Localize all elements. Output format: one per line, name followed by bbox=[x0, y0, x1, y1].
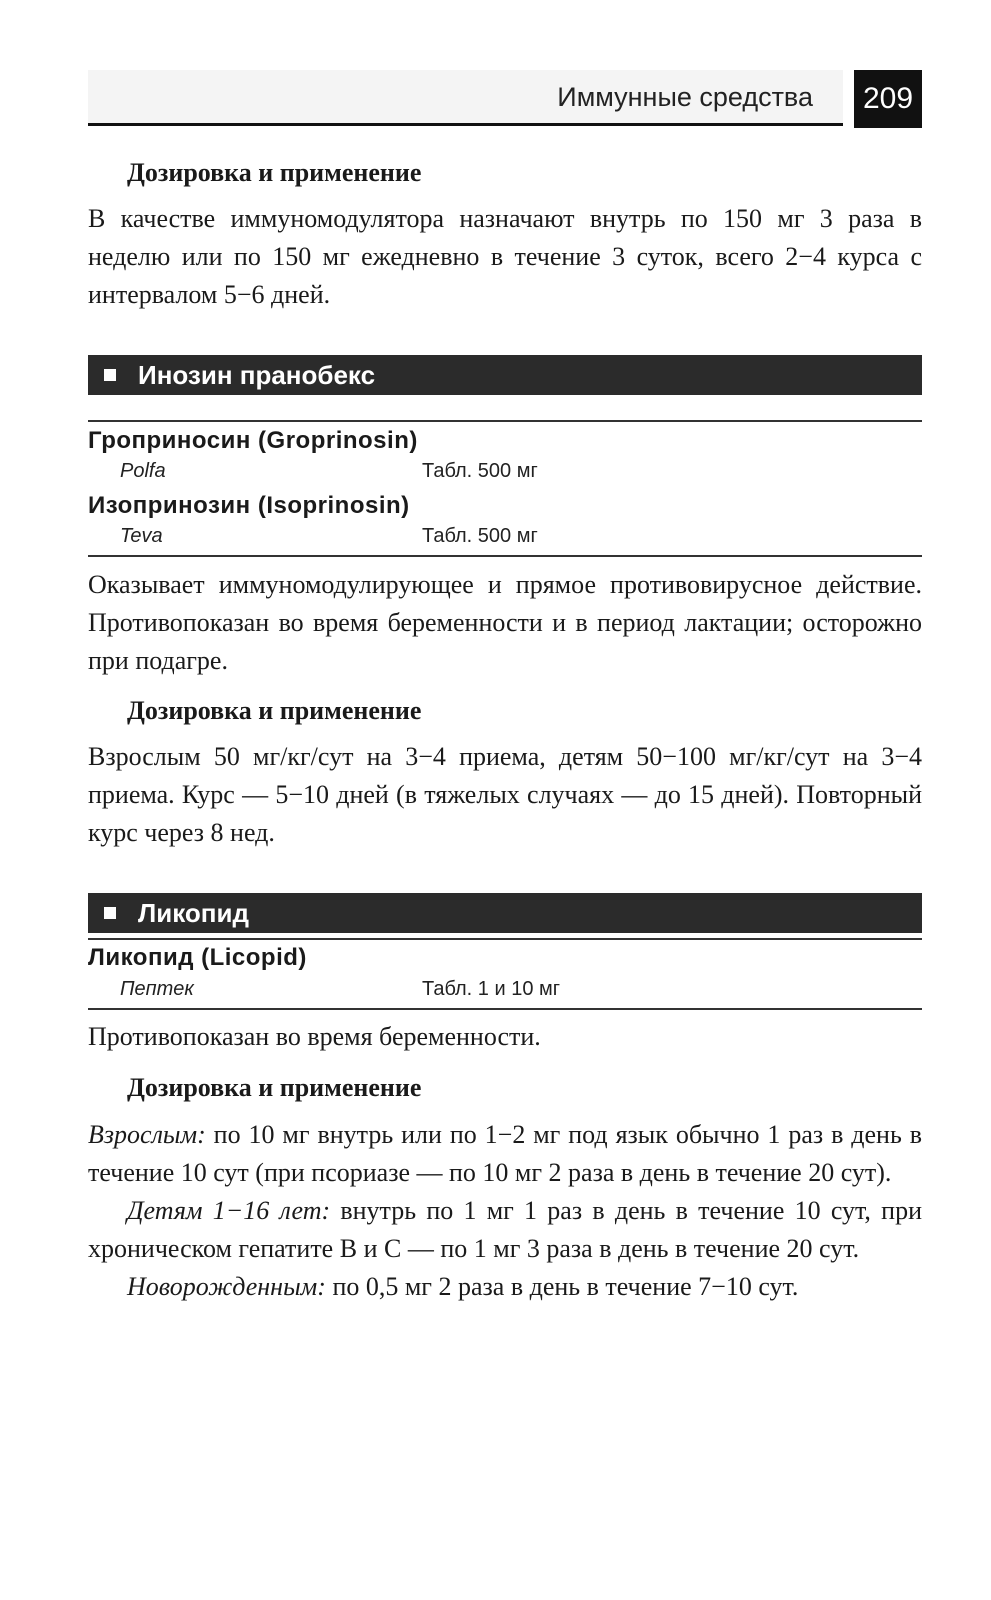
paragraph-newborns bbox=[88, 1268, 922, 1306]
section-bar-licopid bbox=[88, 893, 922, 933]
page-number: 209 bbox=[854, 70, 922, 128]
product-form: Табл. 1 и 10 мг bbox=[422, 978, 561, 1000]
dosage-subheading-2: Дозировка и применение bbox=[127, 696, 422, 725]
product-form: Табл. 500 мг bbox=[422, 525, 538, 547]
dosage-subheading-3: Дозировка и применение bbox=[127, 1073, 422, 1102]
section-title-inosine: Инозин пранобекс bbox=[138, 360, 376, 390]
product-maker: Polfa bbox=[120, 460, 166, 482]
product-maker: Teva bbox=[120, 525, 163, 547]
licopid-description bbox=[88, 1018, 922, 1056]
section-title: Иммунные средства bbox=[557, 82, 813, 112]
product-maker: Пептек bbox=[120, 978, 194, 1000]
licopid-dosage bbox=[88, 1116, 922, 1306]
square-bullet-icon bbox=[104, 907, 116, 919]
section-title-licopid: Ликопид bbox=[138, 898, 249, 928]
adults-text: по 10 мг внутрь или по 1−2 мг под язык обычно 1 раз в день в течение 10 сут (при псориазе — по 10 мг 2 раза в день в течение 20 сут). bbox=[88, 1120, 922, 1187]
divider bbox=[88, 1008, 922, 1010]
paragraph: Взрослым 50 мг/кг/сут на 3−4 приема, детям 50−100 мг/кг/сут на 3−4 приема. Курс — 5−10 дней (в тяжелых случаях — до 15 дней). Повторный курс через 8 нед. bbox=[88, 742, 922, 847]
product-name: Ликопид (Licopid) bbox=[88, 944, 307, 971]
running-header-bar bbox=[88, 70, 843, 126]
section-bar-inosine bbox=[88, 355, 922, 395]
newborn-label: Новорожденным: bbox=[127, 1272, 326, 1301]
inosine-dosage bbox=[88, 738, 922, 852]
divider bbox=[88, 420, 922, 422]
children-label: Детям 1−16 лет: bbox=[127, 1196, 331, 1225]
running-header bbox=[88, 70, 922, 130]
children-text: внутрь по 1 мг 1 раз в день в течение 10 сут, при хроническом гепатите В и С — по 1 мг 3 раза в день в течение 20 сут. bbox=[88, 1196, 922, 1263]
dosage-text-1 bbox=[88, 200, 922, 314]
product-form: Табл. 500 мг bbox=[422, 460, 538, 482]
product-name: Гроприносин (Groprinosin) bbox=[88, 427, 418, 454]
adults-label: Взрослым: bbox=[88, 1120, 206, 1149]
paragraph: В качестве иммуномодулятора назначают внутрь по 150 мг 3 раза в неделю или по 150 мг ежедневно в течение 3 суток, всего 2−4 курса с интервалом 5−6 дней. bbox=[88, 204, 922, 309]
newborn-text: по 0,5 мг 2 раза в день в течение 7−10 сут. bbox=[325, 1272, 799, 1301]
square-bullet-icon bbox=[104, 369, 116, 381]
paragraph: Оказывает иммуномодулирующее и прямое противовирусное действие. Противопоказан во время беременности и в период лактации; осторожно при подагре. bbox=[88, 570, 922, 675]
divider bbox=[88, 938, 922, 940]
paragraph: Противопоказан во время беременности. bbox=[88, 1022, 541, 1051]
paragraph-children bbox=[88, 1192, 922, 1268]
divider bbox=[88, 555, 922, 557]
paragraph-adults bbox=[88, 1116, 922, 1192]
inosine-description bbox=[88, 566, 922, 680]
dosage-subheading-1: Дозировка и применение bbox=[127, 158, 422, 187]
product-name: Изопринозин (Isoprinosin) bbox=[88, 492, 410, 519]
